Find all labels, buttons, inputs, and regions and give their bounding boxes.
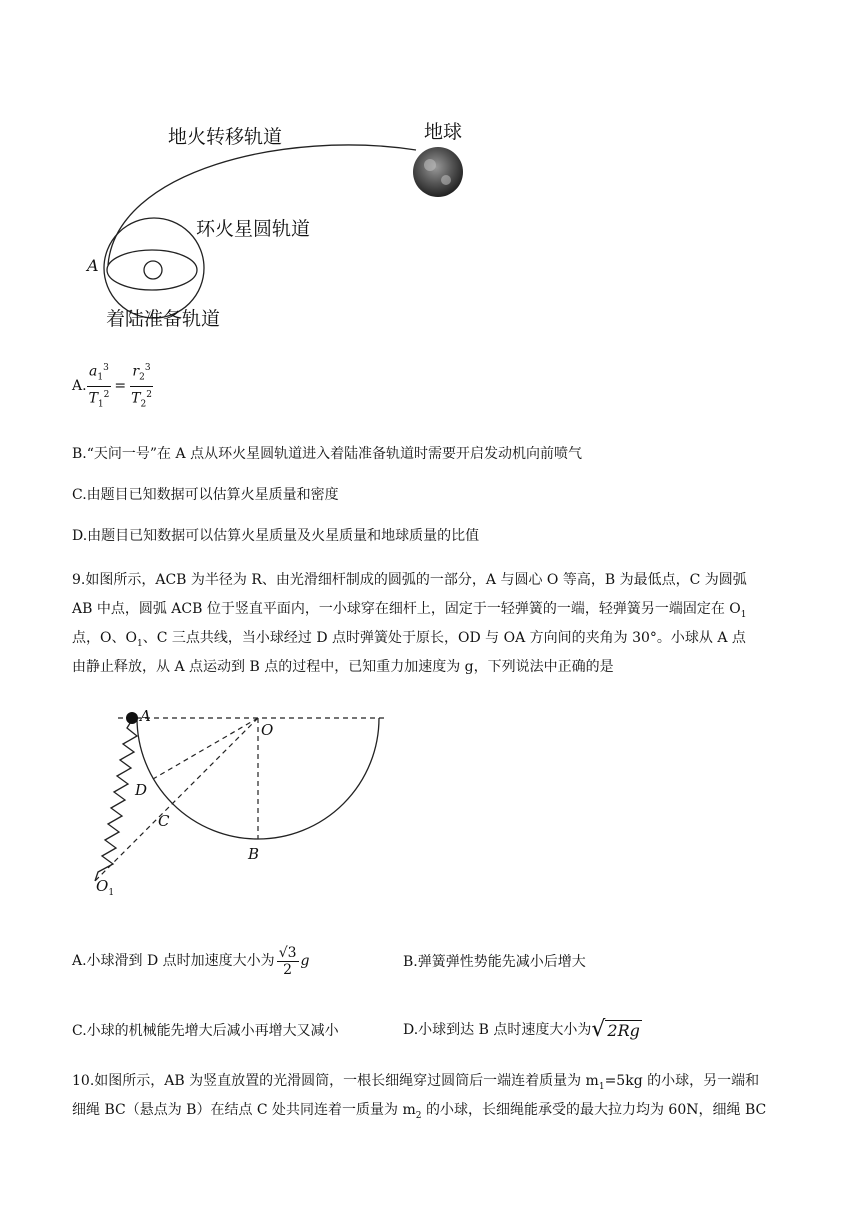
label-landing-orbit: 着陆准备轨道 — [106, 308, 221, 330]
sqrt-expr: √ 2Rg — [591, 1017, 640, 1042]
q9-stem-line3: 点，O、$O_1$、C 三点共线，当小球经过 D 点时弹簧处于原长，OD 与 OA 方向间的夹角为 30°。小球从 A 点 — [72, 630, 746, 649]
frac-left: $\frac{a_1^3}{T_1^2}$ — [87, 360, 112, 412]
q8-option-c: C.由题目已知数据可以估算火星质量和密度 — [72, 487, 339, 503]
fig-label-A: A — [140, 707, 151, 725]
q8-option-a: A. $\frac{a_1^3}{T_1^2}$ = $\frac{r_2^3}{T_2^2}$ — [72, 364, 154, 408]
q9-option-b: B.弹簧弹性势能先减小后增大 — [403, 954, 586, 970]
earth-icon — [413, 147, 463, 197]
q9-stem-line1: 9.如图所示，ACB 为半径为 R、由光滑细杆制成的圆弧的一部分，A 与圆心 O 等高，B 为最低点，C 为圆弧 — [72, 572, 747, 588]
q10-line2: 细绳 BC（悬点为 B）在结点 C 处共同连着一质量为 $m_2$ 的小球，长细绳能承受的最大拉力均为 60N，细绳 BC — [72, 1102, 767, 1121]
q9-stem-line4: 由静止释放，从 A 点运动到 B 点的过程中，已知重力加速度为 g，下列说法中正确的是 — [72, 659, 614, 675]
q8-option-d: D.由题目已知数据可以估算火星质量及火星质量和地球质量的比值 — [72, 528, 480, 544]
fig-label-O: O — [261, 721, 274, 739]
q9-option-d: D.小球到达 B 点时速度大小为 √ 2Rg — [403, 1017, 640, 1042]
q8-option-b: B.“天问一号”在 A 点从环火星圆轨道进入着陆准备轨道时需要开启发动机向前喷气 — [72, 446, 583, 462]
fig-label-C: C — [158, 812, 170, 830]
fig-label-O1: $O_1$ — [96, 877, 115, 898]
label-transfer-orbit: 地火转移轨道 — [168, 126, 283, 148]
label-circle-orbit: 环火星圆轨道 — [196, 218, 311, 240]
ball-icon — [126, 712, 138, 724]
label-earth: 地球 — [424, 121, 463, 143]
frac-sqrt3-over-2: $\frac{√3}{2}$ — [278, 944, 297, 978]
q10-line1: 10.如图所示，AB 为竖直放置的光滑圆筒，一根长细绳穿过圆筒后一端连着质量为 $m_1=5kg$ 的小球，另一端和 — [72, 1073, 760, 1092]
arc-spring-figure — [80, 700, 400, 900]
label-point-A: A — [87, 256, 99, 275]
spring — [95, 720, 137, 881]
q9-stem-line2: AB 中点，圆弧 ACB 位于竖直平面内，一小球穿在细杆上，固定于一轻弹簧的一端，轻弹簧另一端固定在 $O_1$ — [72, 601, 747, 620]
frac-right: $\frac{r_2^3}{T_2^2}$ — [129, 360, 154, 412]
mars-icon — [144, 261, 162, 279]
q9-option-c: C.小球的机械能先增大后减小再增大又减小 — [72, 1023, 339, 1039]
q9-option-a: A.小球滑到 D 点时加速度大小为 $\frac{√3}{2}$ g — [72, 944, 310, 978]
fig-label-D: D — [135, 781, 148, 799]
fig-label-B: B — [248, 845, 260, 863]
